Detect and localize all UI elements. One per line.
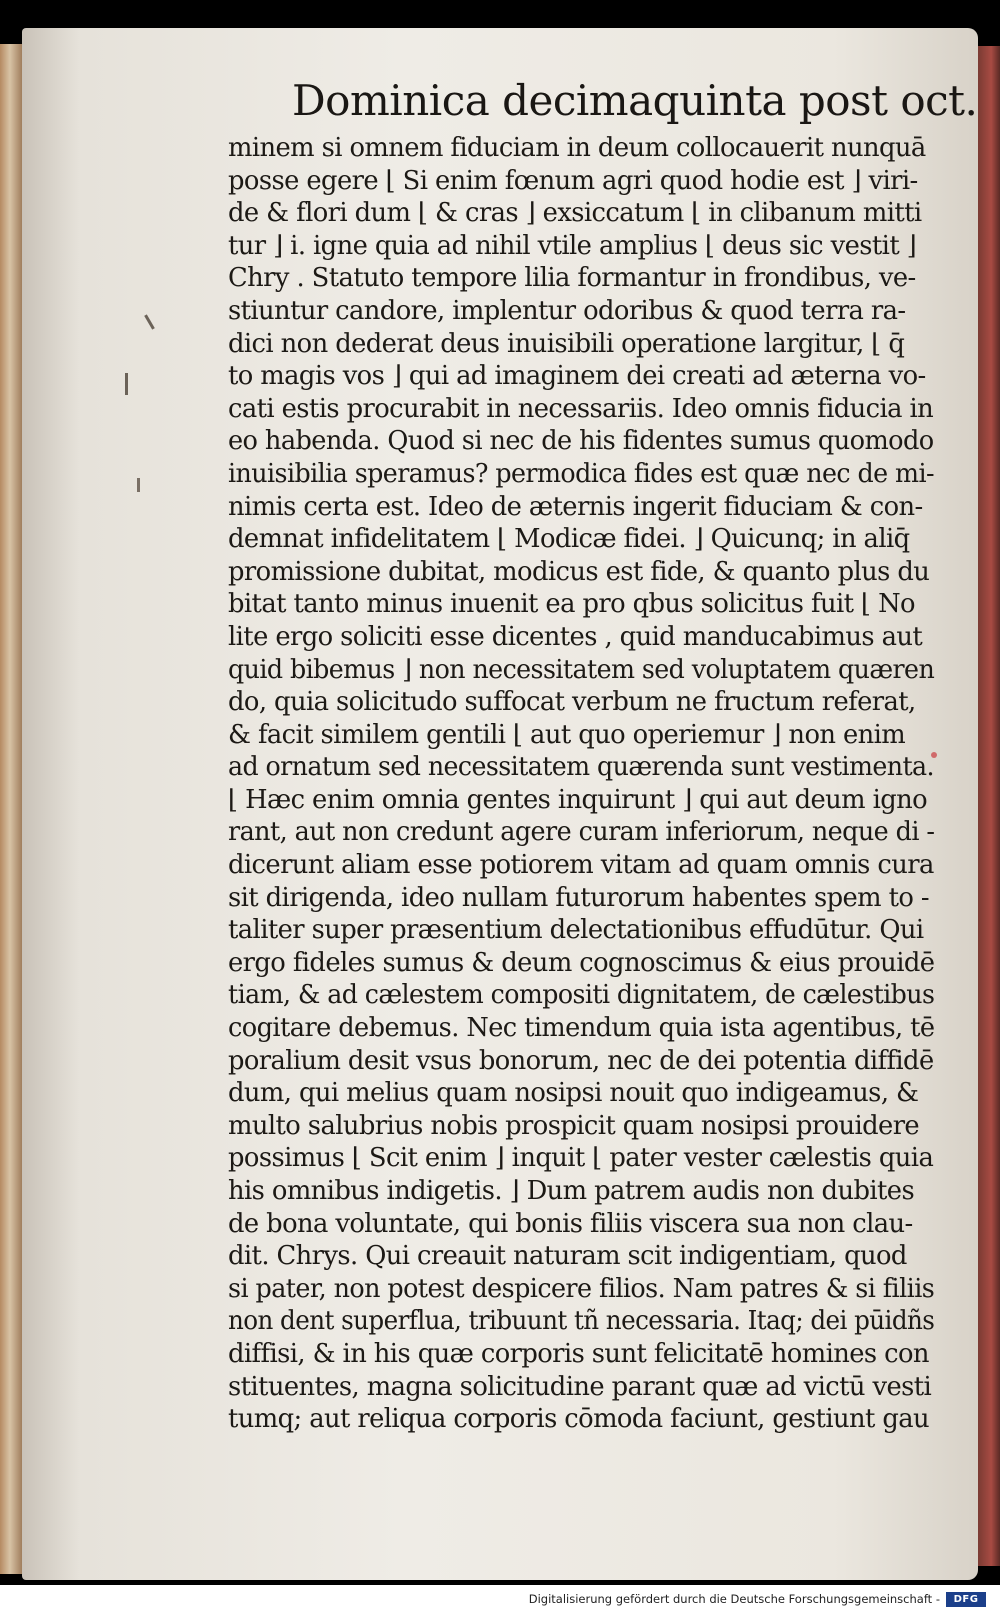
body-text xyxy=(228,132,940,1436)
text-line: sit dirigenda, ideo nullam futurorum habentes spem to - xyxy=(228,882,930,913)
margin-mark xyxy=(125,373,128,395)
text-line: de bona voluntate, qui bonis filiis viscera sua non clau- xyxy=(228,1208,913,1239)
text-line: poralium desit vsus bonorum, nec de dei potentia diffidē xyxy=(228,1045,934,1076)
text-line: tumq; aut reliqua corporis cōmoda faciunt, gestiunt gau xyxy=(228,1404,930,1435)
text-line: tur ⌋ i. igne quia ad nihil vtile amplius ⌊ deus sic vestit ⌋ xyxy=(228,230,917,261)
text-line: minem si omnem fiduciam in deum collocauerit nunquā xyxy=(228,133,926,163)
text-line: si pater, non potest despicere filios. Nam patres & si filiis xyxy=(228,1273,935,1304)
running-head: Dominica decimaquinta post oct. xyxy=(292,76,978,125)
text-line: de & flori dum ⌊ & cras ⌋ exsiccatum ⌊ in clibanum mitti xyxy=(228,198,922,229)
text-line: demnat infidelitatem ⌊ Modicæ fidei. ⌋ Quicunq; in aliq̄ xyxy=(228,524,910,555)
text-line: tiam, & ad cælestem compositi dignitatem, de cælestibus xyxy=(228,980,935,1011)
book-edge-left xyxy=(0,44,22,1574)
text-line: dicerunt aliam esse potiorem vitam ad quam omnis cura xyxy=(228,850,934,881)
text-line: diffisi, & in his quæ corporis sunt felicitatē homines con xyxy=(228,1338,929,1369)
footer-bar xyxy=(0,1585,1000,1615)
text-line: multo salubrius nobis prospicit quam nosipsi prouidere xyxy=(228,1110,920,1141)
text-line: bitat tanto minus inuenit ea pro qbus solicitus fuit ⌊ No xyxy=(228,589,915,620)
text-line: eo habenda. Quod si nec de his fidentes sumus quomodo xyxy=(228,426,934,457)
text-line: cati estis procurabit in necessariis. Ideo omnis fiducia in xyxy=(228,393,934,424)
text-line: rant, aut non credunt agere curam inferiorum, neque di - xyxy=(228,817,935,848)
text-line: to magis vos ⌋ qui ad imaginem dei creati ad æterna vo- xyxy=(228,361,926,392)
text-line: stiuntur candore, implentur odoribus & quod terra ra- xyxy=(228,295,906,326)
text-line: inuisibilia speramus? permodica fides est quæ nec de mi- xyxy=(228,458,934,489)
margin-mark xyxy=(137,478,140,492)
text-line: taliter super præsentium delectationibus effudūtur. Qui xyxy=(228,915,924,946)
text-line: ergo fideles sumus & deum cognoscimus & eius prouidē xyxy=(228,947,935,978)
text-line: dit. Chrys. Qui creauit naturam scit indigentiam, quod xyxy=(228,1241,907,1272)
text-line: lite ergo soliciti esse dicentes , quid manducabimus aut xyxy=(228,621,923,652)
text-line: his omnibus indigetis. ⌋ Dum patrem audis non dubites xyxy=(228,1176,915,1206)
text-line: cogitare debemus. Nec timendum quia ista agentibus, tē xyxy=(228,1013,935,1044)
text-line: promissione dubitat, modicus est fide, & quanto plus du xyxy=(228,556,930,587)
text-line: quid bibemus ⌋ non necessitatem sed voluptatem quæren xyxy=(228,654,935,685)
text-line: non dent superflua, tribuunt tñ necessaria. Itaq; dei pūidñs xyxy=(228,1306,935,1337)
text-line: posse egere ⌊ Si enim fœnum agri quod hodie est ⌋ viri- xyxy=(228,165,918,196)
book-edge-right xyxy=(978,46,1000,1566)
text-line: dum, qui melius quam nosipsi nouit quo indigeamus, & xyxy=(228,1078,919,1109)
text-line: Chry . Statuto tempore lilia formantur in frondibus, ve- xyxy=(228,263,916,294)
funding-credit: Digitalisierung gefördert durch die Deutsche Forschungsgemeinschaft - xyxy=(528,1592,940,1606)
text-line: nimis certa est. Ideo de æternis ingerit fiduciam & con- xyxy=(228,491,923,522)
text-line: ad ornatum sed necessitatem quærenda sunt vestimenta. xyxy=(228,752,934,783)
text-line: ⌊ Hæc enim omnia gentes inquirunt ⌋ qui aut deum igno xyxy=(228,784,928,815)
text-line: dici non dederat deus inuisibili operatione largitur, ⌊ q̄ xyxy=(228,328,905,359)
dfg-logo: DFG xyxy=(946,1592,986,1607)
text-line: possimus ⌊ Scit enim ⌋ inquit ⌊ pater vester cælestis quia xyxy=(228,1143,934,1174)
text-line: stituentes, magna solicitudine parant quæ ad victū vesti xyxy=(228,1371,932,1402)
text-line: do, quia solicitudo suffocat verbum ne fructum referat, xyxy=(228,687,916,718)
text-line: & facit similem gentili ⌊ aut quo operiemur ⌋ non enim xyxy=(228,719,906,750)
